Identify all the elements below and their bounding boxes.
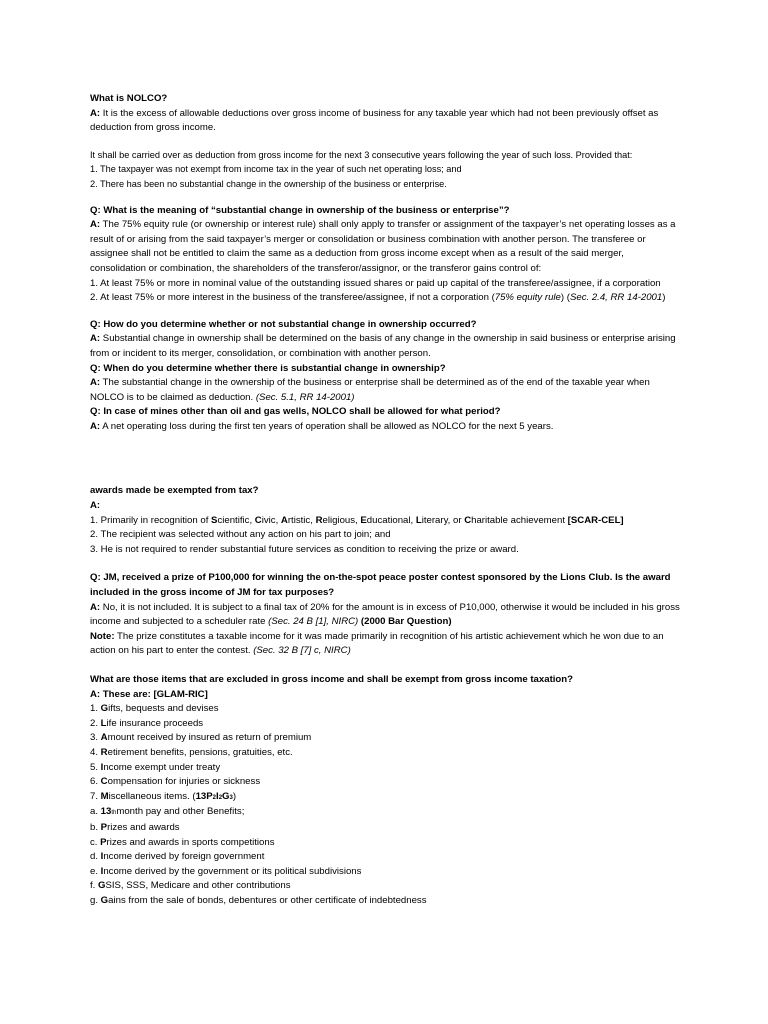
mnemonic-letter: L <box>100 717 107 729</box>
excluded-item-1 <box>90 702 680 717</box>
item-text: eligious, <box>322 514 361 526</box>
question-text: Q: How do you determine whether or not substantial change in ownership occurred? <box>90 318 477 330</box>
question-text: Q: When do you determine whether there is substantial change in ownership? <box>90 362 446 374</box>
jm-answer <box>90 601 680 630</box>
mnemonic-letter: R <box>100 746 108 758</box>
answer-label: A: <box>90 420 101 432</box>
answer-label: A: <box>90 500 101 512</box>
item-text: ains from the sale of bonds, debentures or other certificate of indebtedness <box>108 894 427 906</box>
legal-reference: Sec. 2.4, RR 14-2001 <box>569 292 663 304</box>
item-number: d. <box>90 851 101 863</box>
question-text: awards made be exempted from tax? <box>90 485 259 497</box>
code-subscript: 3 <box>229 794 233 801</box>
mnemonic-letter: I <box>100 865 104 877</box>
determination-q3 <box>90 405 680 420</box>
excluded-subitem-f <box>90 879 680 894</box>
substantial-change-question <box>90 204 680 219</box>
question-text: Q: JM, received a prize of P100,000 for winning the on-the-spot peace poster contest sponsored by the Lions Club. Is the award included in the gross income of JM for tax purposes? <box>90 572 671 599</box>
question-text: What are those items that are excluded in gross income and shall be exempt from gross income taxation? <box>90 674 574 685</box>
item-text: ) <box>232 790 237 802</box>
excluded-subitem-e <box>90 865 680 880</box>
item-number: 2. <box>90 717 101 729</box>
item-text: ncome derived by the government or its political subdivisions <box>103 865 362 877</box>
excluded-item-7 <box>90 790 680 806</box>
mnemonic-letter: R <box>315 514 323 526</box>
item-number: b. <box>90 821 101 833</box>
code-part: I <box>216 790 219 802</box>
item-text: haritable achievement <box>471 514 568 526</box>
code-subscript: 2 <box>212 794 217 801</box>
code-part: G <box>222 790 230 802</box>
mnemonic-letter: P <box>100 836 107 848</box>
item-number: 5. <box>90 761 101 773</box>
item-text: ) ( <box>560 292 570 304</box>
code-subscript: 2 <box>218 794 223 801</box>
answer-label: A: <box>90 377 101 389</box>
mnemonic-letter: 13 <box>100 806 112 818</box>
awards-item-1 <box>90 514 680 529</box>
nolco-condition-2: 2. There has been no substantial change in the ownership of the business or enterprise. <box>90 178 447 189</box>
mnemonic-letter: M <box>100 790 109 802</box>
item-number: 7. <box>90 790 101 802</box>
awards-question <box>90 484 680 499</box>
item-text: 1. Primarily in recognition of <box>90 514 212 526</box>
nolco-carry-over: It shall be carried over as deduction from gross income for the next 3 consecutive years following the year of such loss. Provided that: <box>90 149 633 160</box>
item-text: month pay and other Benefits; <box>116 806 245 818</box>
nolco-answer-text: It is the excess of allowable deductions over gross income of business for any taxable year which had not been previously offset as deduction from gross income. <box>90 107 659 134</box>
mnemonic-letter: I <box>100 851 104 863</box>
nolco-answer <box>90 107 680 136</box>
mnemonic-letter: I <box>100 761 104 773</box>
item-text: ncome exempt under treaty <box>103 761 221 773</box>
item-number: g. <box>90 894 101 906</box>
mnemonic-letter: L <box>415 514 422 526</box>
legal-reference: (Sec. 5.1, RR 14-2001) <box>255 391 355 403</box>
excluded-subitem-c <box>90 836 680 851</box>
item-text: 2. At least 75% or more interest in the business of the transferee/assignee, if not a corporation ( <box>90 292 495 304</box>
mnemonic-letter: G <box>100 703 109 715</box>
substantial-change-item-2 <box>90 291 680 306</box>
item-text: ncome derived by foreign government <box>103 851 265 863</box>
item-text: ivic, <box>261 514 281 526</box>
mnemonic-letter: P <box>100 821 108 833</box>
answer-text: Substantial change in ownership shall be determined on the basis of any change in the ownership in said business or enterprise arising from or incident to its merger, consolidation, or combination with another person. <box>90 333 676 359</box>
item-text: cientific, <box>217 514 255 526</box>
misc-code <box>196 791 233 802</box>
determination-a3 <box>90 420 680 435</box>
mnemonic-letter: A <box>100 732 108 744</box>
substantial-change-question-text: Q: What is the meaning of “substantial change in ownership of the business or enterprise”? <box>90 204 510 216</box>
substantial-change-answer <box>90 218 680 276</box>
answer-label: A: <box>90 333 101 345</box>
code-part: 13P <box>195 790 213 802</box>
excluded-intro <box>90 688 680 703</box>
intro-text: A: These are: [GLAM-RIC] <box>90 688 208 700</box>
item-text: ifts, bequests and devises <box>108 703 219 715</box>
item-text: rtistic, <box>287 514 316 526</box>
nolco-condition-1: 1. The taxpayer was not exempt from income tax in the year of such net operating loss; and <box>90 164 462 175</box>
item-text: ) <box>662 292 666 304</box>
mnemonic-letter: C <box>100 776 108 788</box>
mnemonic-code: [SCAR-CEL] <box>567 514 624 526</box>
item-text: rizes and awards <box>107 821 180 833</box>
determination-q1 <box>90 318 680 333</box>
awards-answer-label <box>90 499 680 514</box>
document-page <box>90 92 680 909</box>
item-text: ife insurance proceeds <box>106 717 204 729</box>
bar-question-tag: (2000 Bar Question) <box>360 616 452 628</box>
mnemonic-letter: E <box>360 514 367 526</box>
answer-label: A: <box>90 219 101 231</box>
answer-text: No, it is not included. It is subject to a final tax of 20% for the amount is in excess of P10,000, otherwise it would be included in his gross income and subjected to a scheduler rate <box>90 601 680 628</box>
excluded-question <box>90 673 680 688</box>
excluded-subitem-b <box>90 821 680 836</box>
mnemonic-letter: G <box>98 880 106 892</box>
item-text: etirement benefits, pensions, gratuities, etc. <box>107 746 293 758</box>
item-text: iterary, or <box>421 514 465 526</box>
excluded-item-6 <box>90 775 680 790</box>
mnemonic-letter: G <box>100 894 109 906</box>
jm-question <box>90 571 680 600</box>
mnemonic-letter: C <box>464 514 472 526</box>
item-number: e. <box>90 865 101 877</box>
legal-reference: (Sec. 32 B [7] c, NIRC) <box>253 645 351 657</box>
legal-reference: (Sec. 24 B [1], NIRC) <box>268 616 359 628</box>
excluded-item-3 <box>90 731 680 746</box>
excluded-subitem-d <box>90 850 680 865</box>
item-number: f. <box>90 880 98 892</box>
item-number: 3. <box>90 732 101 744</box>
jm-note <box>90 630 680 659</box>
note-label: Note: <box>90 630 115 642</box>
excluded-subitem-a <box>90 805 680 821</box>
item-number: a. <box>90 806 101 818</box>
item-text: mount received by insured as return of premium <box>107 732 312 744</box>
mnemonic-letter: S <box>211 514 218 526</box>
nolco-question <box>90 92 680 107</box>
item-number: c. <box>90 836 101 848</box>
item-text: SIS, SSS, Medicare and other contributions <box>105 880 291 892</box>
item-number: 4. <box>90 746 101 758</box>
answer-text: The substantial change in the ownership of the business or enterprise shall be determined as of the end of the taxable year when NOLCO is to be claimed as deduction. <box>90 377 650 403</box>
determination-a2 <box>90 376 680 405</box>
answer-text: A net operating loss during the first ten years of operation shall be allowed as NOLCO for the next 5 years. <box>100 420 554 432</box>
item-text: iscellaneous items. ( <box>108 790 196 802</box>
excluded-item-4 <box>90 746 680 761</box>
excluded-item-2 <box>90 717 680 732</box>
equity-rule-italic: 75% equity rule <box>494 292 561 304</box>
mnemonic-letter: C <box>254 514 262 526</box>
answer-label: A: <box>90 107 101 119</box>
answer-label: A: <box>90 601 101 613</box>
item-text: ducational, <box>366 514 416 526</box>
excluded-subitem-g <box>90 894 680 909</box>
substantial-change-answer-text: The 75% equity rule (or ownership or interest rule) shall only apply to transfer or assignment of the taxpayer’s net operating losses as a result of or arising from the said taxpayer’s merger or consolidation or business combination with another person. The transferee or assignee shall not be entitled to claim the same as a deduction from gross income except when as a result of the said merger, consolidation or combination, the shareholders of the transferor/assignor, or the transferor gains control of: <box>90 219 676 274</box>
determination-a1 <box>90 332 680 361</box>
awards-item-2: 2. The recipient was selected without any action on his part to join; and <box>90 529 391 541</box>
substantial-change-item-1: 1. At least 75% or more in nominal value of the outstanding issued shares or paid up capital of the transferee/assignee, if a corporation <box>90 277 661 289</box>
nolco-question-text: What is NOLCO? <box>90 93 168 104</box>
mnemonic-letter: A <box>280 514 288 526</box>
item-number: 1. <box>90 703 101 715</box>
item-text: rizes and awards in sports competitions <box>106 836 275 848</box>
item-text: ompensation for injuries or sickness <box>107 776 261 788</box>
ordinal-suffix: th <box>111 810 117 817</box>
question-text: Q: In case of mines other than oil and gas wells, NOLCO shall be allowed for what period? <box>90 406 501 418</box>
item-number: 6. <box>90 776 101 788</box>
note-text: The prize constitutes a taxable income for it was made primarily in recognition of his artistic achievement which he won due to an action on his part to enter the contest. <box>90 630 664 657</box>
awards-item-3: 3. He is not required to render substantial future services as condition to receiving the prize or award. <box>90 543 519 555</box>
determination-q2 <box>90 362 680 377</box>
excluded-item-5 <box>90 761 680 776</box>
